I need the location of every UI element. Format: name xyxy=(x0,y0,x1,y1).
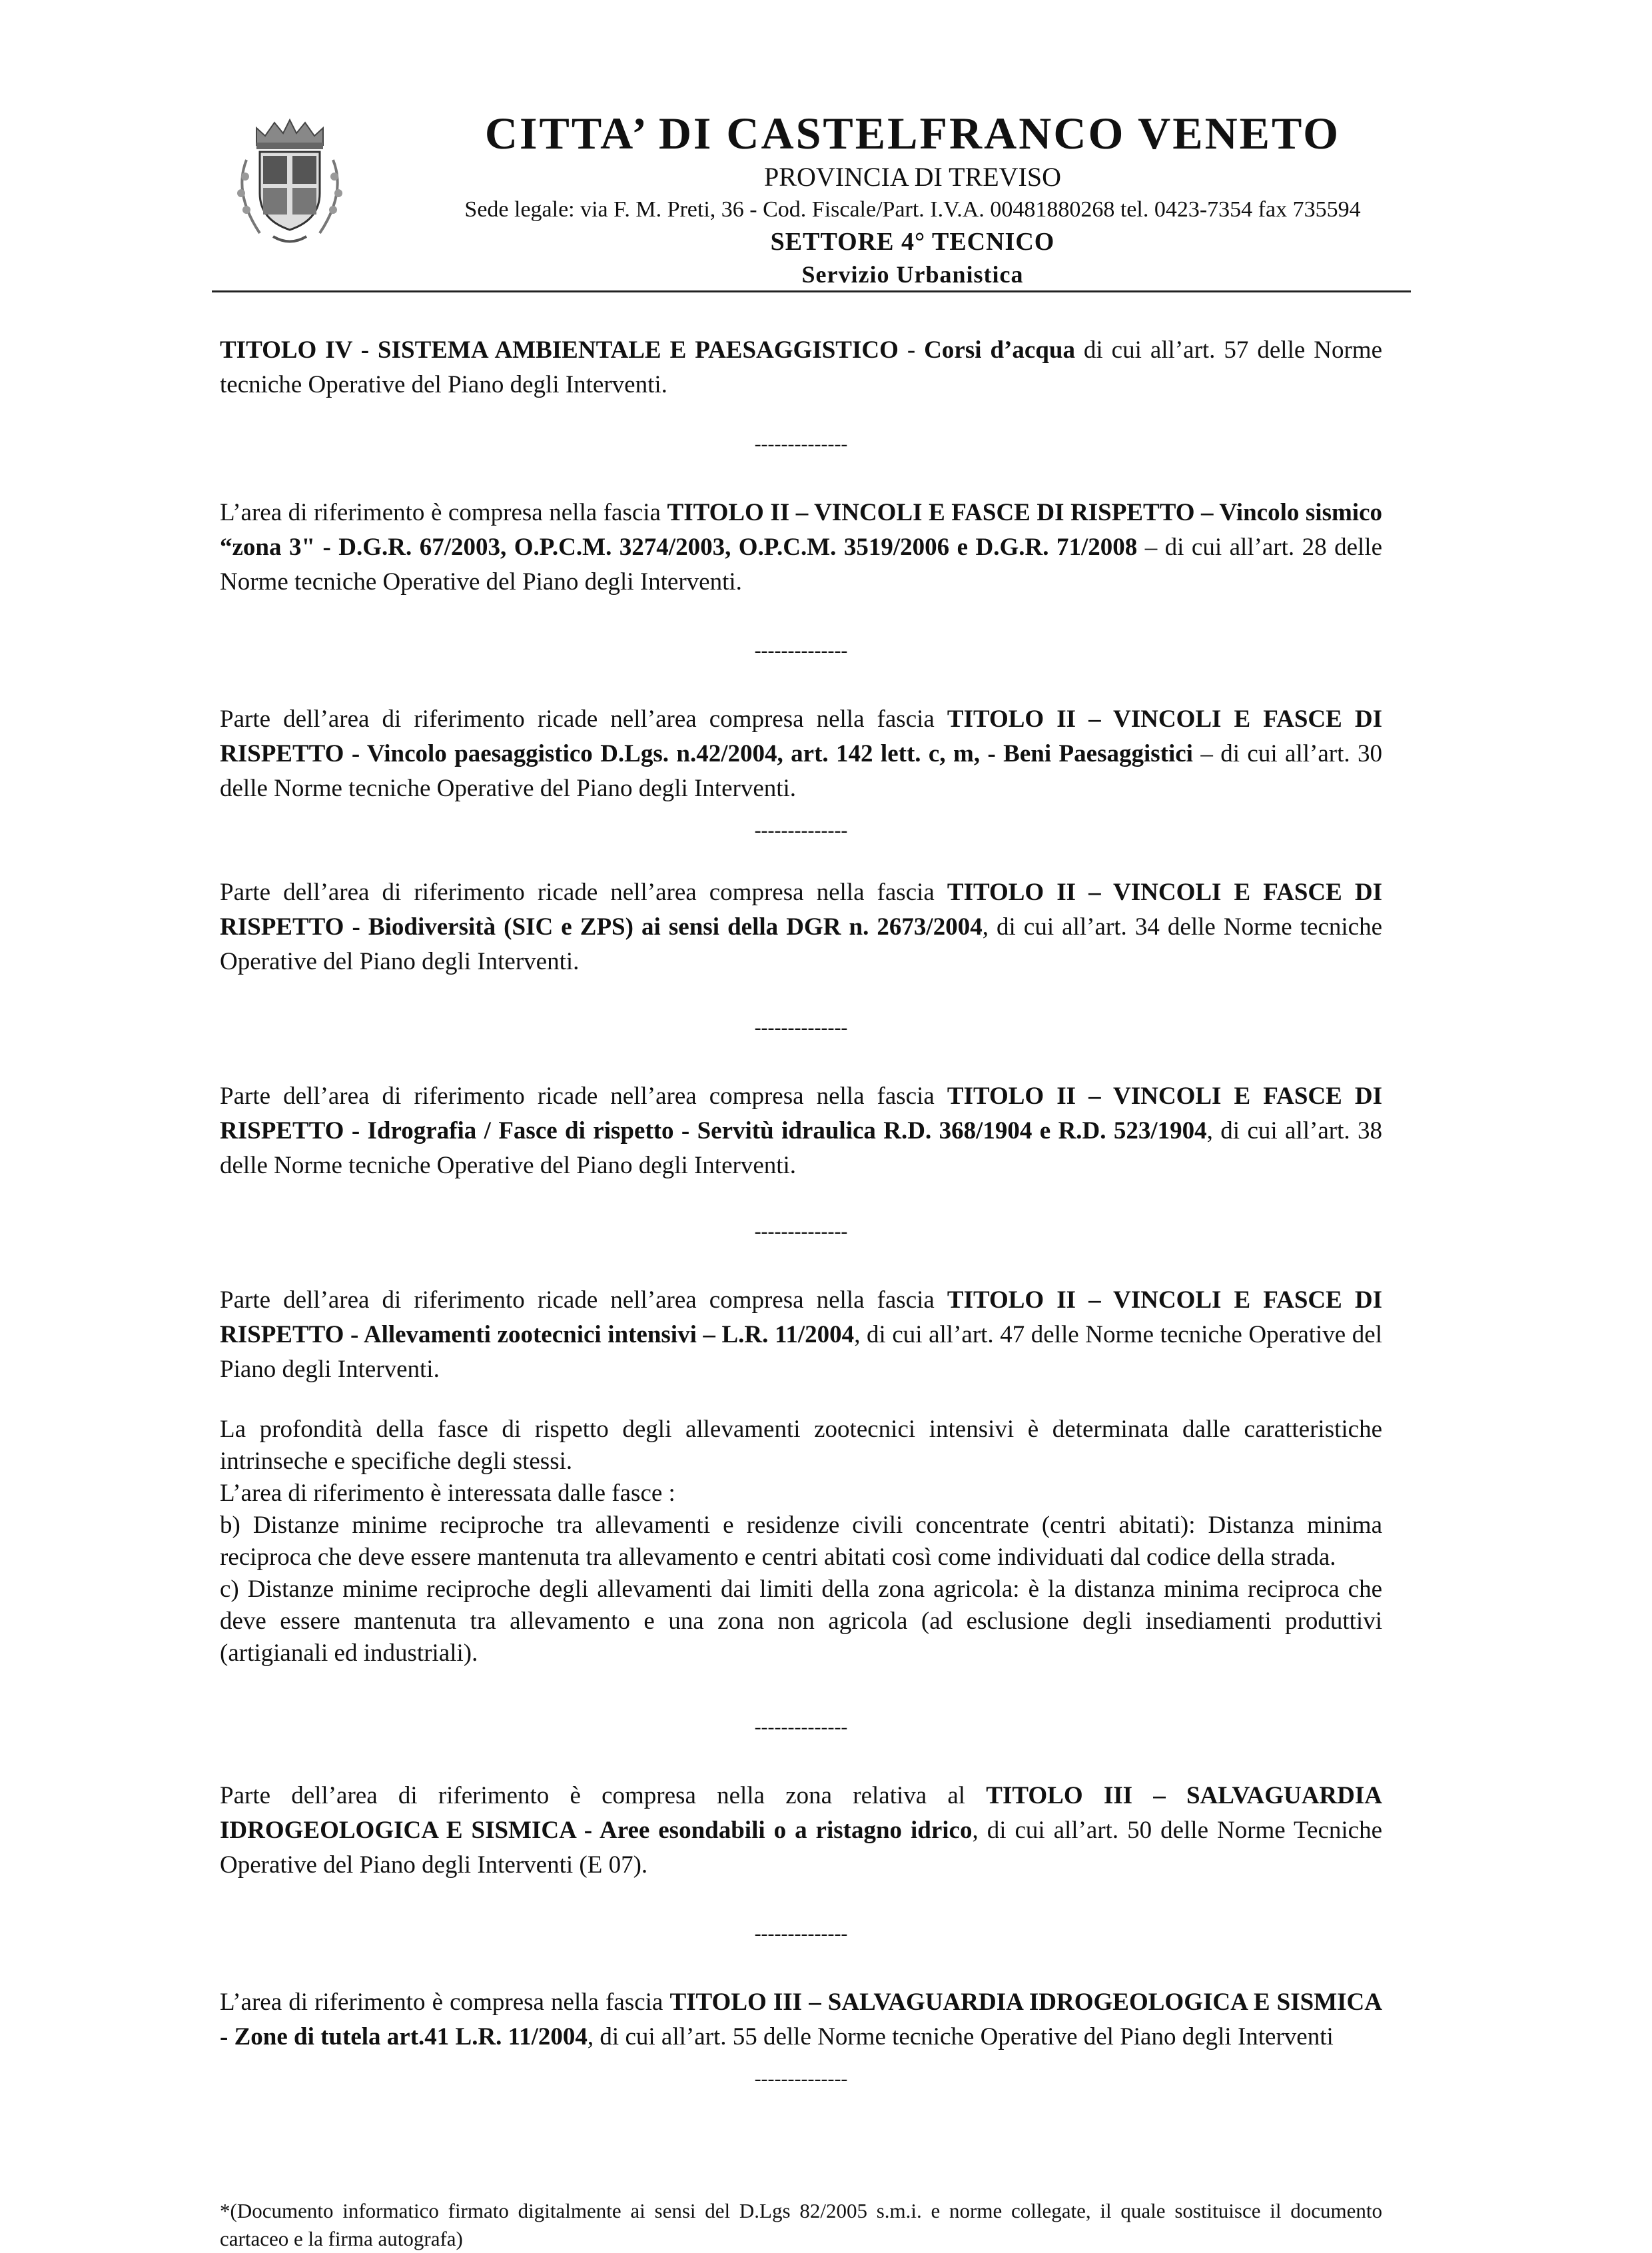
paragraph-vincolo-paesaggistico xyxy=(220,702,1382,806)
paragraph-bold: TITOLO III – SALVAGUARDIA IDROGEOLOGICA E SISMICA - Aree esondabili o a ristagno idrico xyxy=(220,1782,1382,1844)
paragraph-text: , di cui all’art. 50 delle Norme Tecniche Operative del Piano degli Interventi (E 07). xyxy=(220,1817,1382,1879)
header-divider xyxy=(212,290,1411,292)
paragraph-aree-esondabili xyxy=(220,1779,1382,1883)
section-separator: -------------- xyxy=(754,1017,848,1039)
paragraph-text: L’area di riferimento è compresa nella fascia xyxy=(220,1989,670,2016)
address-line: Sede legale: via F. M. Preti, 36 - Cod. Fiscale/Part. I.V.A. 00481880268 tel. 0423-7354 fax 735594 xyxy=(464,197,1361,222)
paragraph-bold: TITOLO II – VINCOLI E FASCE DI RISPETTO - Vincolo paesaggistico D.Lgs. n.42/2004, art. 142 lett. c, m, - Beni Paesaggistici xyxy=(220,705,1382,767)
section-separator: -------------- xyxy=(754,1923,848,1945)
paragraph-bold: TITOLO II – VINCOLI E FASCE DI RISPETTO - Biodiversità (SIC e ZPS) ai sensi della DGR n. 2673/2004 xyxy=(220,879,1382,941)
section-separator: -------------- xyxy=(754,1716,848,1738)
section-separator: -------------- xyxy=(754,2068,848,2090)
paragraph-zone-tutela xyxy=(220,1985,1382,2054)
paragraph-allevamenti xyxy=(220,1283,1382,1387)
section-separator: -------------- xyxy=(754,819,848,841)
paragraph-bold: TITOLO III – SALVAGUARDIA IDROGEOLOGICA E SISMICA - Zone di tutela art.41 L.R. 11/2004 xyxy=(220,1989,1383,2050)
fasce-item-b: b) Distanze minime reciproche tra allevamenti e residenze civili concentrate (centri abitati): Distanza minima reciproca che deve essere mantenuta tra allevamento e centri abitati così come individuati dal codice della strada. xyxy=(220,1512,1382,1571)
paragraph-text: , di cui all’art. 47 delle Norme tecniche Operative del Piano degli Interventi. xyxy=(220,1321,1382,1383)
paragraph-text: , di cui all’art. 38 delle Norme tecniche Operative del Piano degli Interventi. xyxy=(220,1117,1382,1179)
paragraph-text: L’area di riferimento è compresa nella fascia xyxy=(220,499,667,526)
paragraph-bold: Corsi d’acqua xyxy=(924,336,1075,364)
paragraph-text: Parte dell’area di riferimento è compresa nella zona relativa al xyxy=(220,1782,987,1809)
paragraph-bold: TITOLO II – VINCOLI E FASCE DI RISPETTO - Idrografia / Fasce di rispetto - Servitù idraulica R.D. 368/1904 e R.D. 523/1904 xyxy=(220,1083,1382,1144)
section-separator: -------------- xyxy=(754,433,848,455)
paragraph-text: di cui all’art. 57 delle Norme tecniche Operative del Piano degli Interventi. xyxy=(220,336,1382,398)
paragraph-text: Parte dell’area di riferimento ricade nell’area compresa nella fascia xyxy=(220,705,947,733)
paragraph-biodiversita xyxy=(220,875,1382,979)
fasce-intro: La profondità della fasce di rispetto degli allevamenti zootecnici intensivi è determinata dalle caratteristiche intrinseche e specifiche degli stessi. xyxy=(220,1416,1382,1475)
paragraph-text: Parte dell’area di riferimento ricade nell’area compresa nella fascia xyxy=(220,1083,947,1110)
letterhead xyxy=(373,107,1452,290)
department-line: SETTORE 4° TECNICO xyxy=(770,228,1055,256)
city-title: CITTA’ DI CASTELFRANCO VENETO xyxy=(484,108,1341,159)
paragraph-text: , di cui all’art. 55 delle Norme tecniche Operative del Piano degli Interventi xyxy=(587,2023,1334,2050)
crest-icon xyxy=(226,113,353,253)
paragraph-vincolo-sismico xyxy=(220,496,1382,600)
paragraph-text: Parte dell’area di riferimento ricade nell’area compresa nella fascia xyxy=(220,1286,947,1314)
paragraph-corsi-acqua xyxy=(220,333,1382,402)
paragraph-text: – di cui all’art. 28 delle Norme tecniche Operative del Piano degli Interventi. xyxy=(220,534,1382,596)
section-separator: -------------- xyxy=(754,640,848,662)
paragraph-text: Parte dell’area di riferimento ricade nell’area compresa nella fascia xyxy=(220,879,947,906)
municipal-crest xyxy=(226,113,353,253)
paragraph-text: – di cui all’art. 30 delle Norme tecniche Operative del Piano degli Interventi. xyxy=(220,740,1382,802)
section-separator: -------------- xyxy=(754,1220,848,1242)
service-line: Servizio Urbanistica xyxy=(801,261,1024,288)
province-line: PROVINCIA DI TREVISO xyxy=(764,162,1061,192)
paragraph-text: - xyxy=(898,336,925,364)
document-body xyxy=(220,333,1382,2089)
paragraph-bold: TITOLO II – VINCOLI E FASCE DI RISPETTO - Allevamenti zootecnici intensivi – L.R. 11/2004 xyxy=(220,1286,1382,1348)
digital-signature-note: *(Documento informatico firmato digitalmente ai sensi del D.Lgs 82/2005 s.m.i. e norme collegate, il quale sostituisce il documento cartaceo e la firma autografa) xyxy=(220,2199,1382,2250)
paragraph-text: , di cui all’art. 34 delle Norme tecniche Operative del Piano degli Interventi. xyxy=(220,913,1382,975)
paragraph-bold: TITOLO II – VINCOLI E FASCE DI RISPETTO – Vincolo sismico “zona 3" - D.G.R. 67/2003, O.P.C.M. 3274/2003, O.P.C.M. 3519/2006 e D.G.R. 71/2008 xyxy=(220,499,1382,561)
paragraph-idrografia xyxy=(220,1079,1382,1183)
paragraph-bold: TITOLO IV - SISTEMA AMBIENTALE E PAESAGGISTICO xyxy=(220,336,899,364)
fasce-lead: L’area di riferimento è interessata dalle fasce : xyxy=(220,1480,675,1507)
fasce-item-c: c) Distanze minime reciproche degli allevamenti dai limiti della zona agricola: è la distanza minima reciproca che deve essere mantenuta tra allevamento e una zona non agricola (ad esclusione degli insediamenti produttivi (artigianali ed industriali). xyxy=(220,1576,1382,1667)
